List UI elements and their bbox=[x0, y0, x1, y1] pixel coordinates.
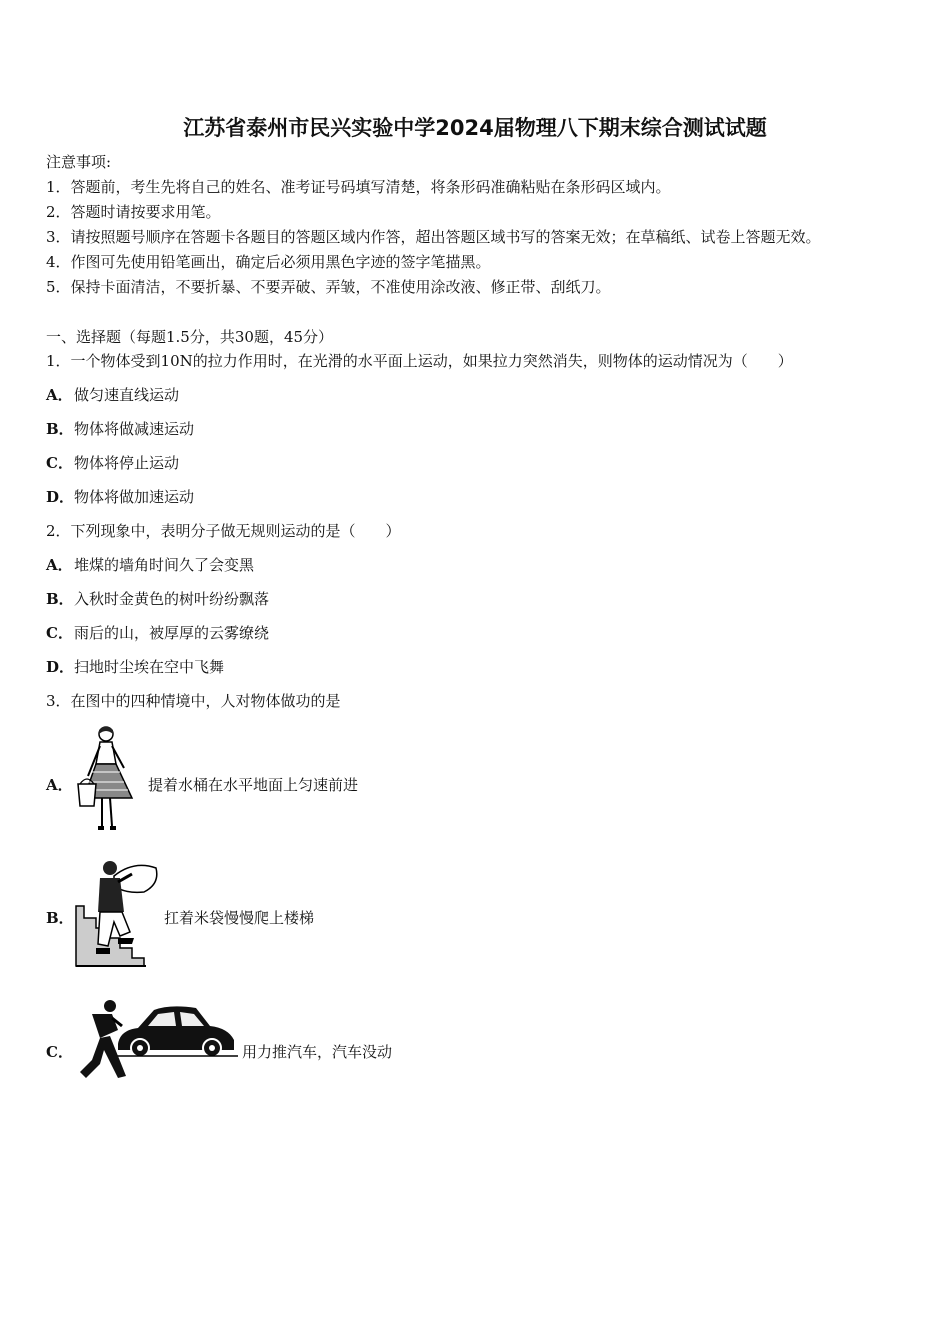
notice-item: 5．保持卡面清洁，不要折暴、不要弄破、弄皱，不准使用涂改液、修正带、刮纸刀。 bbox=[46, 278, 611, 296]
option-letter: A． bbox=[46, 386, 73, 404]
option-letter: B． bbox=[46, 909, 74, 927]
option-letter: A． bbox=[46, 556, 73, 574]
notice-item: 2．答题时请按要求用笔。 bbox=[46, 203, 221, 221]
option-text: 入秋时金黄色的树叶纷纷飘落 bbox=[74, 590, 270, 608]
option-text: 用力推汽车，汽车没动 bbox=[242, 1043, 393, 1061]
option-text: 做匀速直线运动 bbox=[74, 386, 180, 404]
option-letter: A． bbox=[46, 776, 73, 794]
answer-option bbox=[46, 623, 269, 643]
option-text: 堆煤的墙角时间久了会变黑 bbox=[74, 556, 255, 574]
man-carrying-sack-up-stairs-icon bbox=[74, 856, 164, 968]
notice-item: 1．答题前，考生先将自己的姓名、准考证号码填写清楚，将条形码准确粘贴在条形码区域内。 bbox=[46, 178, 671, 196]
question-stem: 2．下列现象中，表明分子做无规则运动的是（ ） bbox=[46, 522, 401, 540]
answer-option bbox=[46, 453, 179, 473]
question-stem: 3．在图中的四种情境中，人对物体做功的是 bbox=[46, 692, 341, 710]
answer-option bbox=[46, 555, 254, 575]
question-stem: 1．一个物体受到10N的拉力作用时，在光滑的水平面上运动，如果拉力突然消失，则物体的运动情况为（ ） bbox=[46, 352, 793, 370]
option-letter: B． bbox=[46, 420, 74, 438]
option-letter: B． bbox=[46, 590, 74, 608]
notice-heading: 注意事项: bbox=[46, 153, 112, 171]
answer-option bbox=[46, 487, 194, 507]
notice-item: 3．请按照题号顺序在答题卡各题目的答题区域内作答，超出答题区域书写的答案无效；在草稿纸、试卷上答题无效。 bbox=[46, 228, 821, 246]
answer-option bbox=[46, 385, 179, 405]
option-letter: C． bbox=[46, 1043, 73, 1061]
option-text: 雨后的山，被厚厚的云雾缭绕 bbox=[74, 624, 270, 642]
option-letter: D． bbox=[46, 488, 75, 506]
answer-option bbox=[46, 657, 224, 677]
option-text: 物体将停止运动 bbox=[74, 454, 180, 472]
woman-carrying-bucket-icon bbox=[76, 724, 138, 836]
option-text: 提着水桶在水平地面上匀速前进 bbox=[148, 776, 359, 794]
option-text: 物体将做减速运动 bbox=[74, 420, 195, 438]
answer-option bbox=[46, 589, 269, 609]
option-letter: C． bbox=[46, 624, 73, 642]
section-heading: 一、选择题（每题1.5分，共30题，45分） bbox=[46, 328, 334, 346]
option-text: 物体将做加速运动 bbox=[74, 488, 195, 506]
option-text: 扫地时尘埃在空中飞舞 bbox=[74, 658, 225, 676]
man-pushing-car-icon bbox=[78, 1000, 238, 1082]
option-letter: C． bbox=[46, 454, 73, 472]
page-title: 江苏省泰州市民兴实验中学2024届物理八下期末综合测试试题 bbox=[183, 116, 767, 140]
notice-item: 4．作图可先使用铅笔画出，确定后必须用黑色字迹的签字笔描黑。 bbox=[46, 253, 491, 271]
option-letter: D． bbox=[46, 658, 75, 676]
option-text: 扛着米袋慢慢爬上楼梯 bbox=[164, 909, 315, 927]
answer-option bbox=[46, 419, 194, 439]
